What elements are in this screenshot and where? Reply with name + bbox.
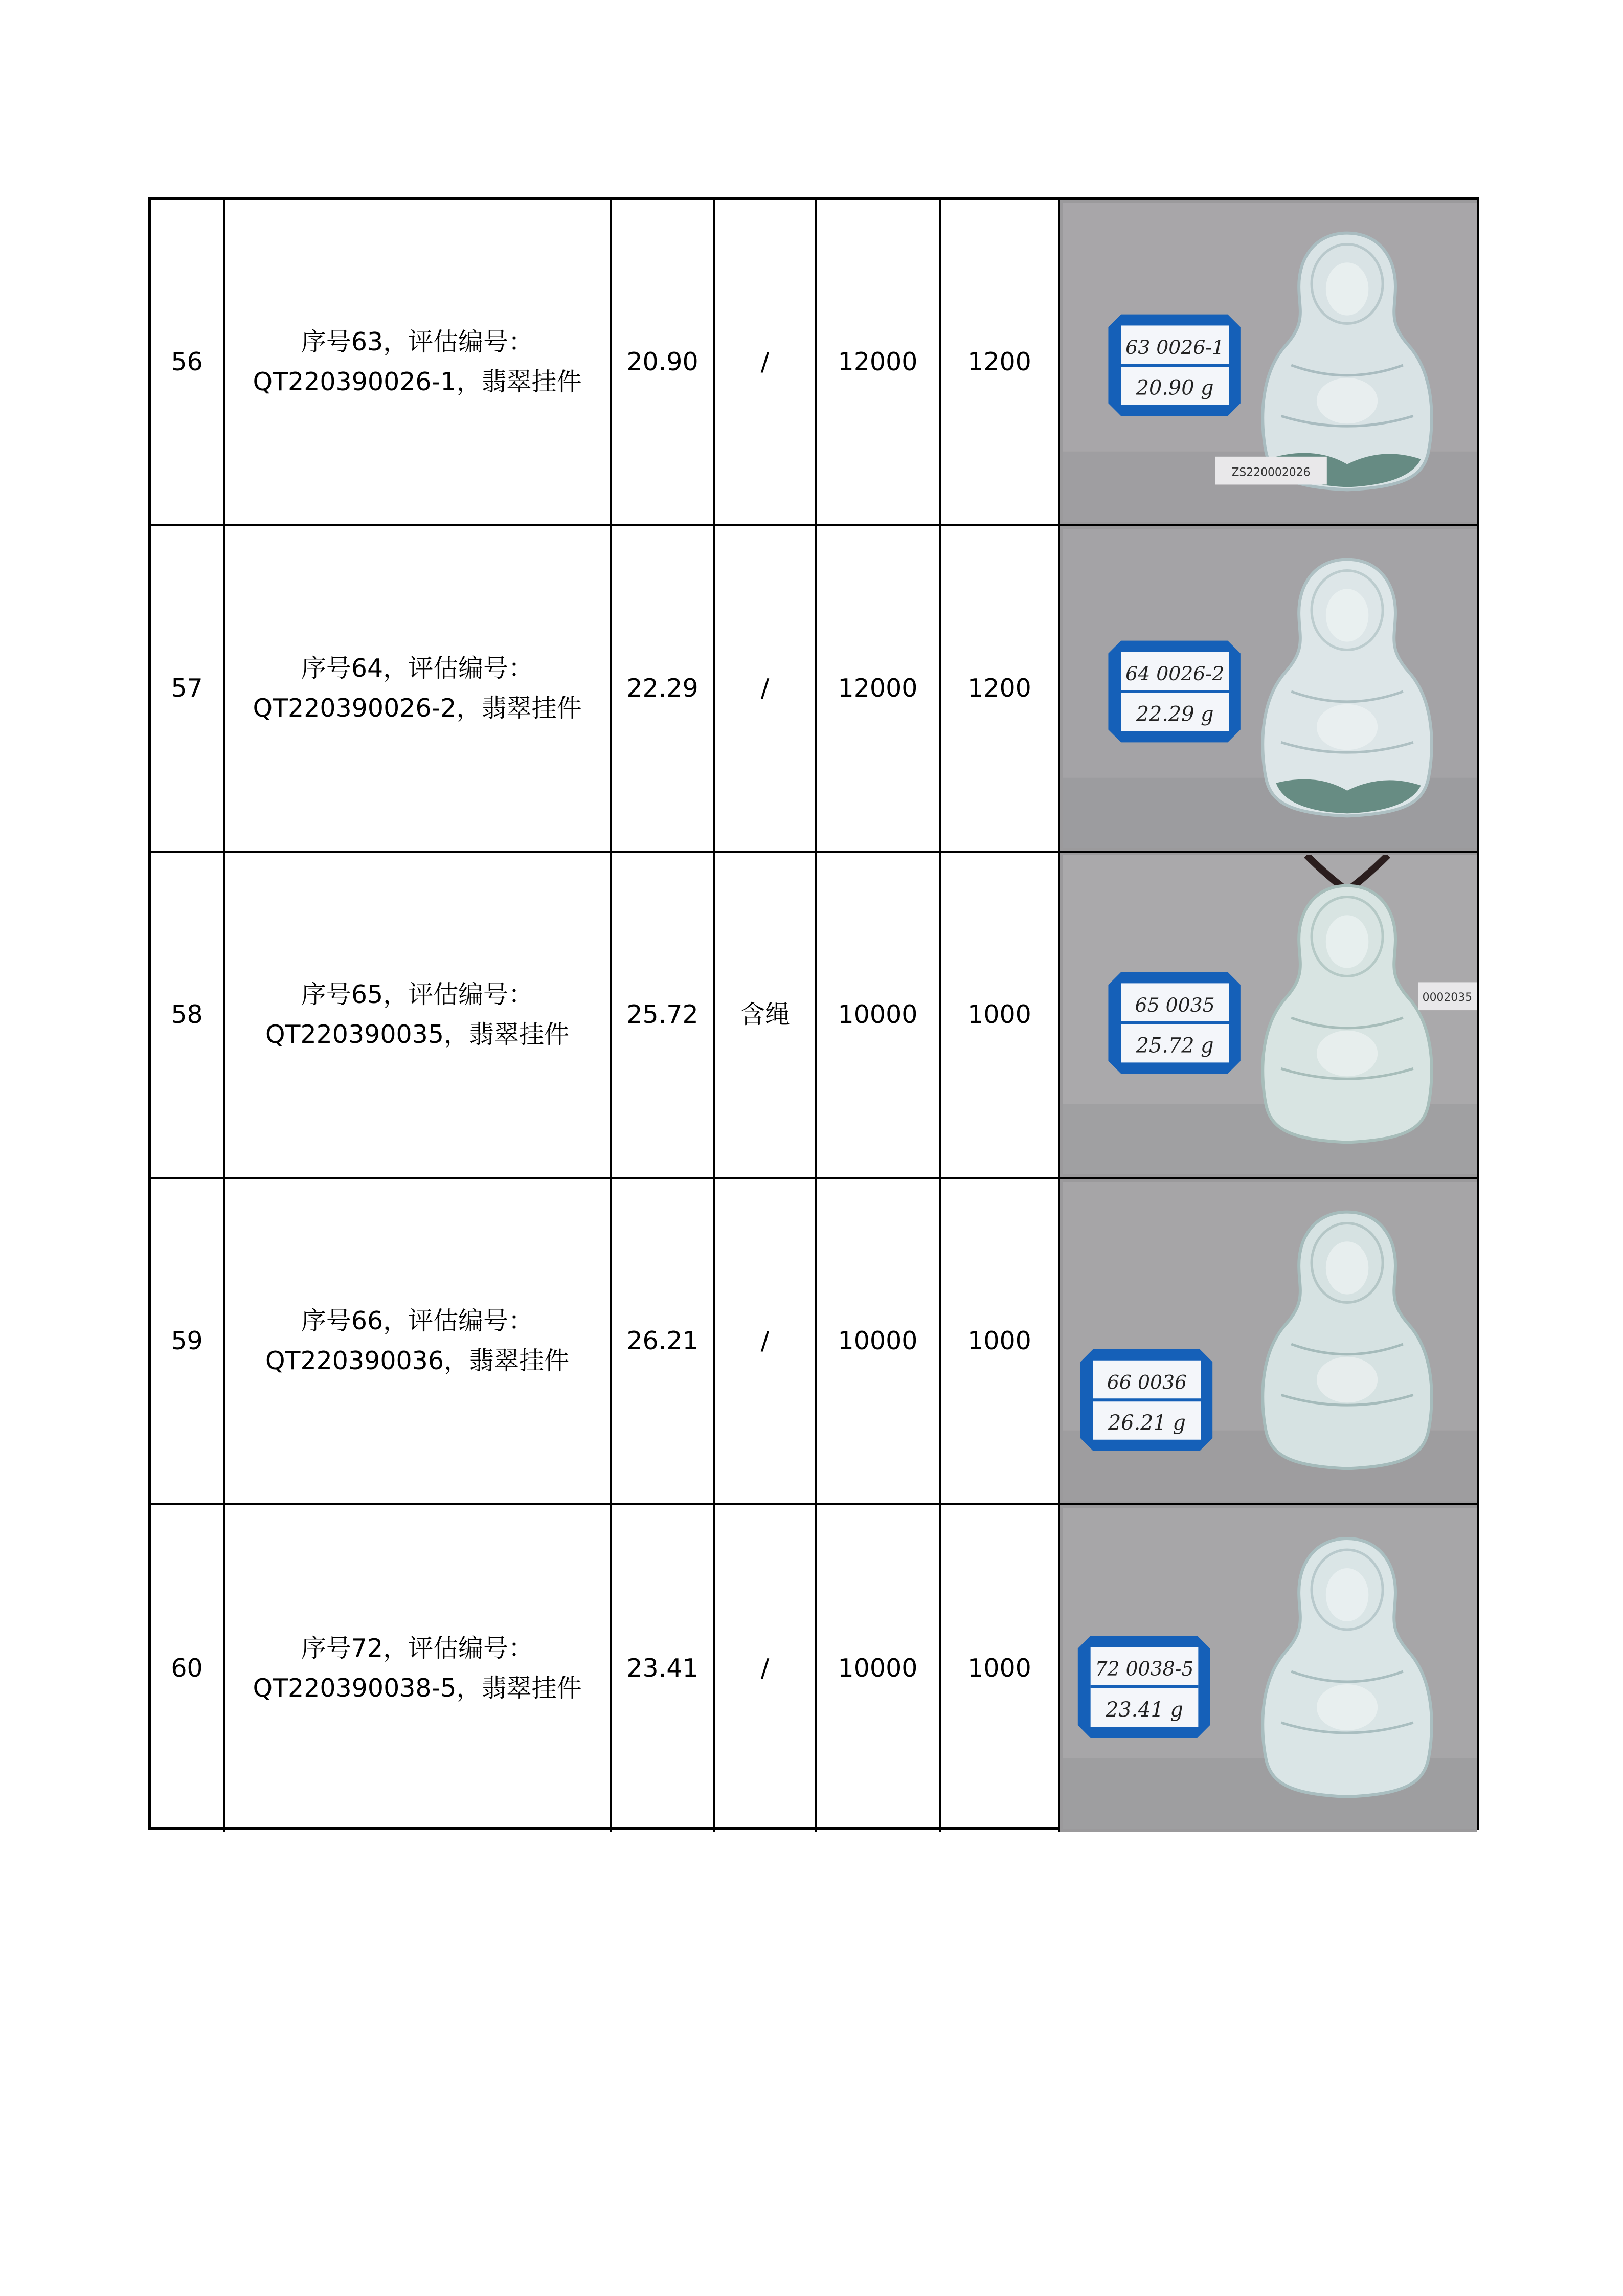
item-deposit: 1000: [941, 1505, 1060, 1832]
table-row: [151, 1505, 1477, 1832]
item-note: /: [715, 200, 817, 524]
table-row: [151, 853, 1477, 1179]
item-weight: 25.72: [612, 853, 715, 1177]
description-line-2: QT220390036，翡翠挂件: [265, 1346, 570, 1375]
svg-text:64 0026-2: 64 0026-2: [1125, 662, 1225, 685]
item-number: 59: [151, 1179, 225, 1503]
item-deposit: 1000: [941, 1179, 1060, 1503]
jade-pendant-photo: [1063, 855, 1477, 1174]
jade-pendant-photo: [1063, 1182, 1477, 1501]
table-row: [151, 526, 1477, 853]
svg-text:72 0038-5: 72 0038-5: [1095, 1657, 1194, 1681]
table-row: [151, 200, 1477, 526]
item-description: [225, 526, 612, 851]
svg-text:22.29 g: 22.29 g: [1136, 702, 1214, 726]
table-row: [151, 1179, 1477, 1505]
description-line-1: 序号64，评估编号：: [301, 654, 534, 683]
description-line-1: 序号66，评估编号：: [301, 1306, 534, 1335]
item-description: [225, 200, 612, 524]
item-weight: 22.29: [612, 526, 715, 851]
svg-text:26.21 g: 26.21 g: [1108, 1411, 1186, 1435]
item-photo: [1060, 1505, 1477, 1832]
svg-text:ZS220002026: ZS220002026: [1231, 466, 1311, 479]
svg-text:20.90 g: 20.90 g: [1136, 376, 1214, 400]
item-weight: 26.21: [612, 1179, 715, 1503]
svg-text:66 0036: 66 0036: [1107, 1371, 1187, 1394]
svg-text:63 0026-1: 63 0026-1: [1125, 336, 1225, 359]
item-photo: [1060, 526, 1477, 851]
svg-text:0002035: 0002035: [1422, 991, 1473, 1005]
item-description: [225, 1505, 612, 1832]
item-price: 10000: [817, 1505, 941, 1832]
item-price: 12000: [817, 200, 941, 524]
item-note: /: [715, 526, 817, 851]
item-photo: [1060, 1179, 1477, 1503]
appraisal-table: [148, 197, 1479, 1830]
item-note: /: [715, 1505, 817, 1832]
jade-pendant-photo: [1063, 1508, 1477, 1829]
jade-pendant-photo: [1063, 203, 1477, 522]
label-tag: [1108, 641, 1240, 743]
jade-pendant-photo: [1063, 529, 1477, 848]
description-line-1: 序号65，评估编号：: [301, 980, 534, 1009]
label-tag: [1108, 315, 1240, 416]
description-line-1: 序号63，评估编号：: [301, 327, 534, 356]
item-number: 60: [151, 1505, 225, 1832]
description-line-2: QT220390035，翡翠挂件: [265, 1020, 570, 1049]
item-number: 57: [151, 526, 225, 851]
svg-text:23.41 g: 23.41 g: [1106, 1698, 1183, 1722]
svg-text:25.72 g: 25.72 g: [1136, 1034, 1214, 1058]
item-description: [225, 853, 612, 1177]
description-line-1: 序号72，评估编号：: [301, 1634, 534, 1663]
item-weight: 23.41: [612, 1505, 715, 1832]
item-note: /: [715, 1179, 817, 1503]
item-photo: [1060, 853, 1477, 1177]
item-description: [225, 1179, 612, 1503]
label-tag: [1108, 972, 1240, 1074]
item-deposit: 1200: [941, 200, 1060, 524]
item-note: 含绳: [715, 853, 817, 1177]
description-line-2: QT220390026-2，翡翠挂件: [253, 694, 582, 723]
item-number: 58: [151, 853, 225, 1177]
item-deposit: 1000: [941, 853, 1060, 1177]
item-weight: 20.90: [612, 200, 715, 524]
item-photo: [1060, 200, 1477, 524]
description-line-2: QT220390026-1，翡翠挂件: [253, 367, 582, 396]
svg-text:65 0035: 65 0035: [1135, 994, 1215, 1017]
item-deposit: 1200: [941, 526, 1060, 851]
item-price: 10000: [817, 853, 941, 1177]
item-price: 10000: [817, 1179, 941, 1503]
item-number: 56: [151, 200, 225, 524]
label-tag: [1078, 1636, 1210, 1738]
label-tag: [1080, 1349, 1212, 1451]
description-line-2: QT220390038-5，翡翠挂件: [253, 1674, 582, 1703]
item-price: 12000: [817, 526, 941, 851]
